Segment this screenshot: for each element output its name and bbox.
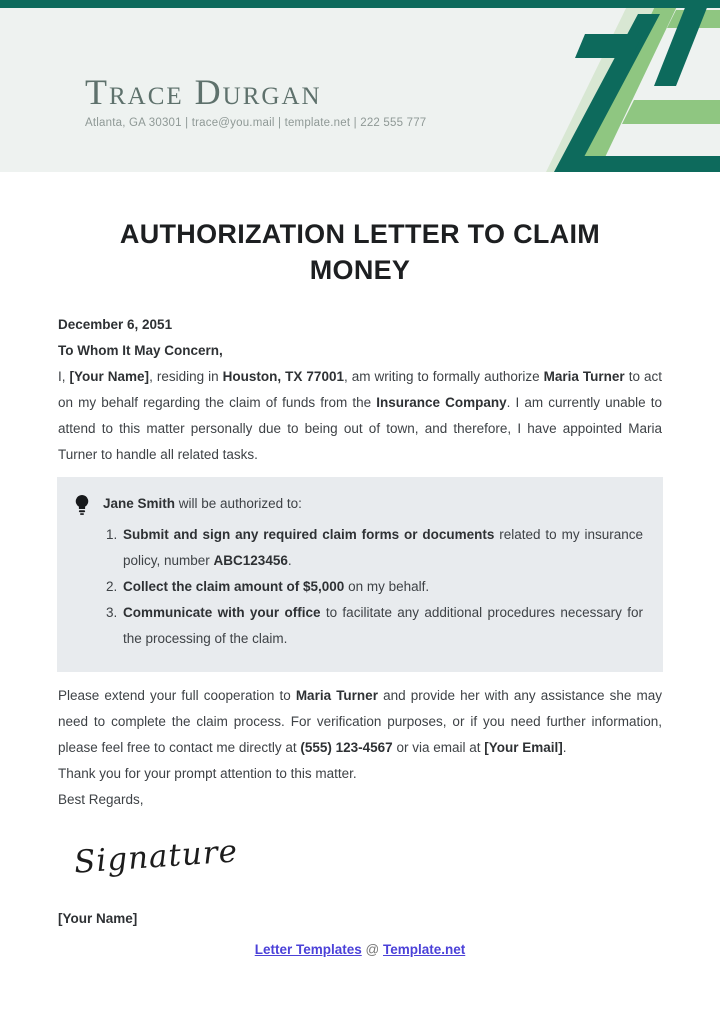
authorization-lead <box>75 492 643 516</box>
salutation: To Whom It May Concern, <box>58 343 223 358</box>
intro-paragraph: I, [Your Name], residing in Houston, TX 77001, am writing to formally authorize Maria Turner to act on my behalf regarding the claim of funds from the Insurance Company. I am currently unable to attend to this matter personally due to being out of town, and therefore, I have appointed Maria Turner to handle all related tasks. <box>58 369 662 462</box>
lightbulb-icon <box>75 495 89 515</box>
footer-link-template-net[interactable]: Template.net <box>383 942 466 957</box>
letterhead <box>0 0 720 172</box>
footer-attribution <box>58 942 662 957</box>
brand-block <box>85 74 426 129</box>
authorization-box <box>57 477 663 672</box>
signer-name: [Your Name] <box>58 911 138 926</box>
authorization-lead-text: Jane Smith will be authorized to: <box>103 496 302 511</box>
date-line: December 6, 2051 <box>58 317 173 332</box>
sender-contact-info: Atlanta, GA 30301 | trace@you.mail | template.net | 222 555 777 <box>85 117 427 129</box>
footer-link-letter-templates[interactable]: Letter Templates <box>254 942 362 957</box>
closing-line: Thank you for your prompt attention to this matter. <box>58 766 357 781</box>
letter-content <box>0 216 720 957</box>
cooperation-paragraph: Please extend your full cooperation to Maria Turner and provide her with any assistance she may need to complete the claim process. For verification purposes, or if you need further information, please feel free to contact me directly at (555) 123-4567 or via email at [Your Email]. <box>58 688 662 755</box>
header-top-bar <box>0 0 720 8</box>
list-item: 2. Collect the claim amount of $5,000 on my behalf. <box>121 574 643 600</box>
page-title: AUTHORIZATION LETTER TO CLAIM MONEY <box>119 219 601 285</box>
signature-script: Signature <box>72 833 240 881</box>
list-item: 1. Submit and sign any required claim forms or documents related to my insurance policy, number ABC123456. <box>121 522 643 574</box>
list-item: 3. Communicate with your office to facilitate any additional procedures necessary for the processing of the claim. <box>121 600 643 652</box>
angled-stripes-logo-icon <box>530 0 720 172</box>
sender-name: Trace Durgan <box>85 72 322 112</box>
regards-line: Best Regards, <box>58 792 144 807</box>
authorization-list <box>75 522 643 652</box>
footer-separator: @ <box>365 942 380 957</box>
